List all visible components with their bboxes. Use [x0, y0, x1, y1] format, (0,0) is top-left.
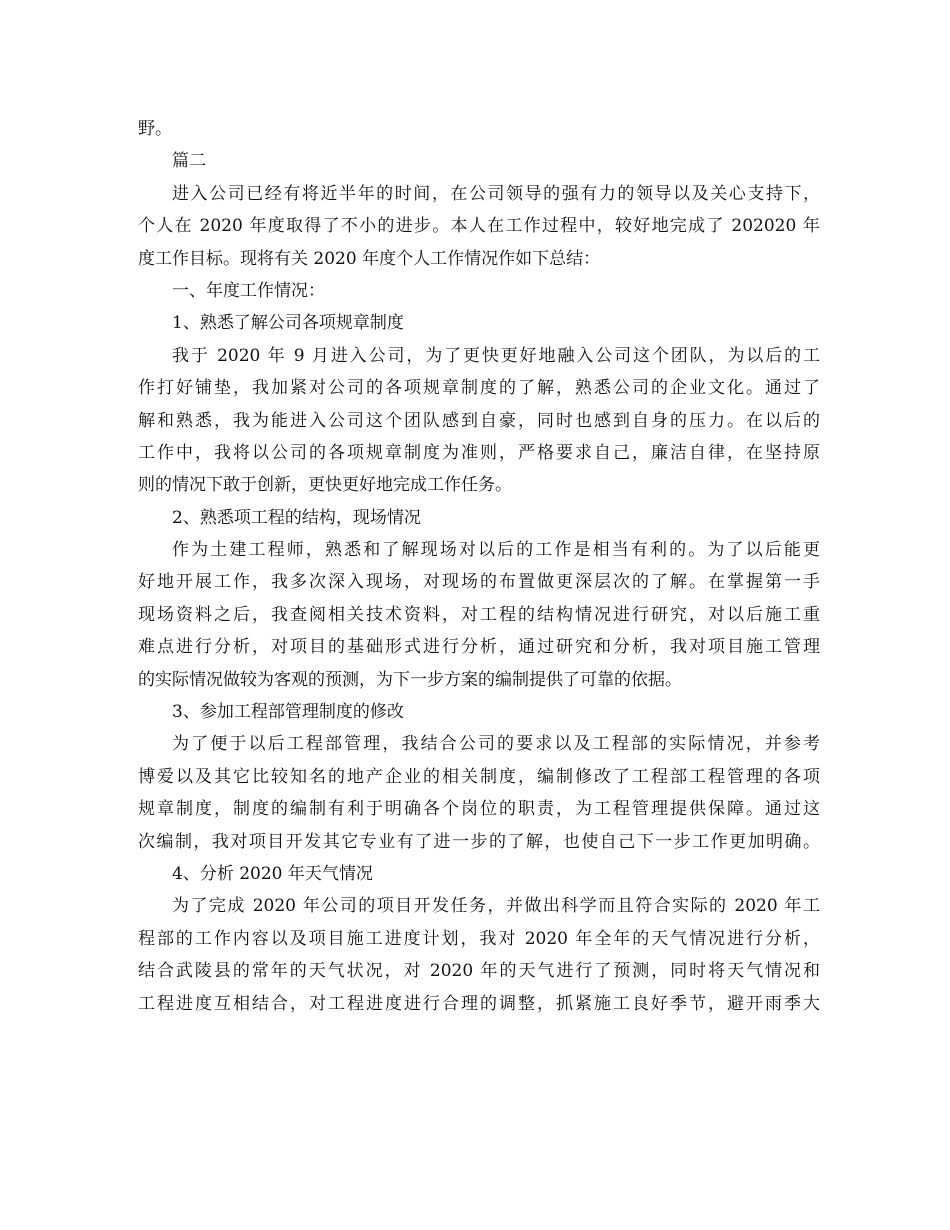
- document-line: 4、分析 2020 年天气情况: [172, 863, 373, 884]
- document-line: 为了便于以后工程部管理，我结合公司的要求以及工程部的实际情况，并参考: [172, 734, 820, 755]
- document-line: 解和熟悉，我为能进入公司这个团队感到自豪，同时也感到自身的压力。在以后的: [138, 410, 820, 431]
- document-line: 个人在 2020 年度取得了不小的进步。本人在工作过程中，较好地完成了 202020 年: [138, 216, 820, 237]
- document-line: 结合武陵县的常年的天气状况，对 2020 年的天气进行了预测，同时将天气情况和: [138, 961, 820, 982]
- document-body: [138, 113, 820, 1020]
- document-line: 作为土建工程师，熟悉和了解现场对以后的工作是相当有利的。为了以后能更: [172, 540, 820, 561]
- document-line: 一、年度工作情况：: [172, 280, 325, 301]
- document-line: 现场资料之后，我查阅相关技术资料，对工程的结构情况进行研究，对以后施工重: [138, 604, 820, 625]
- document-line: 进入公司已经有将近半年的时间，在公司领导的强有力的领导以及关心支持下，: [172, 183, 820, 204]
- document-line: 为了完成 2020 年公司的项目开发任务，并做出科学而且符合实际的 2020 年工: [172, 896, 820, 917]
- document-line: 博爱以及其它比较知名的地产企业的相关制度，编制修改了工程部工程管理的各项: [138, 766, 820, 787]
- document-line: 规章制度，制度的编制有利于明确各个岗位的职责，为工程管理提供保障。通过这: [138, 799, 820, 820]
- document-line: 工程进度互相结合，对工程进度进行合理的调整，抓紧施工良好季节，避开雨季大: [138, 993, 820, 1014]
- document-line: 次编制，我对项目开发其它专业有了进一步的了解，也使自己下一步工作更加明确。: [138, 831, 820, 852]
- document-line: 3、参加工程部管理制度的修改: [172, 702, 404, 723]
- document-line: 程部的工作内容以及项目施工进度计划，我对 2020 年全年的天气情况进行分析，: [138, 928, 820, 949]
- document-line: 工作中，我将以公司的各项规章制度为准则，严格要求自己，廉洁自律，在坚持原: [138, 442, 820, 463]
- document-line: 野。: [138, 119, 172, 139]
- document-line: 好地开展工作，我多次深入现场，对现场的布置做更深层次的了解。在掌握第一手: [138, 572, 820, 593]
- document-line: 则的情况下敢于创新，更快更好地完成工作任务。: [138, 475, 512, 496]
- document-line: 的实际情况做较为客观的预测，为下一步方案的编制提供了可靠的依据。: [138, 669, 682, 690]
- document-line: 1、熟悉了解公司各项规章制度: [172, 313, 404, 334]
- document-line: 难点进行分析，对项目的基础形式进行分析，通过研究和分析，我对项目施工管理: [138, 637, 820, 658]
- document-line: 篇二: [172, 151, 206, 172]
- document-line: 2、熟悉项工程的结构，现场情况: [172, 507, 421, 528]
- document-line: 我于 2020 年 9 月进入公司，为了更快更好地融入公司这个团队，为以后的工: [172, 345, 820, 366]
- document-line: 作打好铺垫，我加紧对公司的各项规章制度的了解，熟悉公司的企业文化。通过了: [138, 378, 820, 399]
- document-line: 度工作目标。现将有关 2020 年度个人工作情况作如下总结：: [138, 248, 601, 269]
